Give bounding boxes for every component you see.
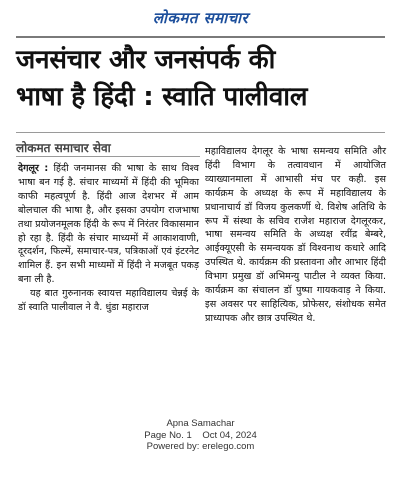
footer-publication: Apna Samachar — [166, 418, 235, 429]
byline-divider — [16, 156, 200, 157]
footer-page-date: Page No. 1 Oct 04, 2024 — [144, 429, 257, 441]
article-paragraph — [18, 162, 199, 287]
masthead-divider — [16, 36, 385, 38]
article-headline — [16, 42, 388, 116]
article-byline: लोकमत समाचार सेवा — [16, 141, 111, 155]
headline-line-1: जनसंचार और जनसंपर्क की — [16, 45, 276, 75]
masthead-brand: लोकमत समाचार — [152, 9, 249, 27]
headline-divider — [16, 132, 385, 133]
article-paragraph: महाविद्यालय देगलूर के भाषा समन्वय समिति और हिंदी विभाग के तत्वावधान में आयोजित व्याख्यानमाला में आभासी मंच पर कही. इस कार्यक्रम के अध्यक्ष के रूप में महाविद्यालय के प्रधानाचार्य डॉ विजय कुलकर्णी थे. विशेष अतिथि के रूप में संस्था के सचिव राजेश महाराज देगलूरकर, भाषा समन्वय समिति के अध्यक्ष रवींद्र बेम्बरे, आईक्यूएसी के समन्वयक डॉ विश्वनाथ कधारे आदि उपस्थित थे. कार्यक्रम की प्रस्तावना और आभार हिंदी विभाग प्रमुख डॉ अभिमन्यु पाटील ने व्यक्त किया. कार्यक्रम का संचालन डॉ पुष्पा गायकवाड़ ने किया. इस अवसर पर साहित्यिक, प्रोफेसर, संशोधक समेत प्राध्यापक और छात्र उपस्थित थे. — [205, 146, 386, 324]
footer-powered-by: Powered by: erelego.com — [146, 441, 255, 452]
dateline: देगलूर : — [18, 163, 49, 174]
article-column-left — [18, 162, 199, 315]
article-paragraph: यह बात गुरुनानक स्वायत्त महाविद्यालय चेन्नई के डॉ स्वाति पालीवाल ने वै. धुंडा महाराज — [18, 288, 199, 314]
headline-line-2: भाषा है हिंदी : स्वाति पालीवाल — [16, 82, 308, 112]
paragraph-text: हिंदी जनमानस की भाषा के साथ विश्व भाषा बन गई है. संचार माध्यमों में हिंदी की भूमिका काफी महत्वपूर्ण है. हिंदी आज देशभर में आम बोलचाल की भाषा है, और इसका उपयोग राजभाषा तथा प्रयोजनमूलक हिंदी के रूप में निरंतर विकासमान हो रहा है. हिंदी के संचार माध्यमों में आकाशवाणी, दूरदर्शन, फिल्में, समाचार-पत्र, पत्रिकाओं एवं इंटरनेट शामिल हैं. इन सभी माध्यमों में हिंदी ने मजबूत पकड़ बना ली है. — [18, 163, 199, 286]
article-column-right — [205, 145, 386, 326]
page-footer — [0, 418, 401, 453]
